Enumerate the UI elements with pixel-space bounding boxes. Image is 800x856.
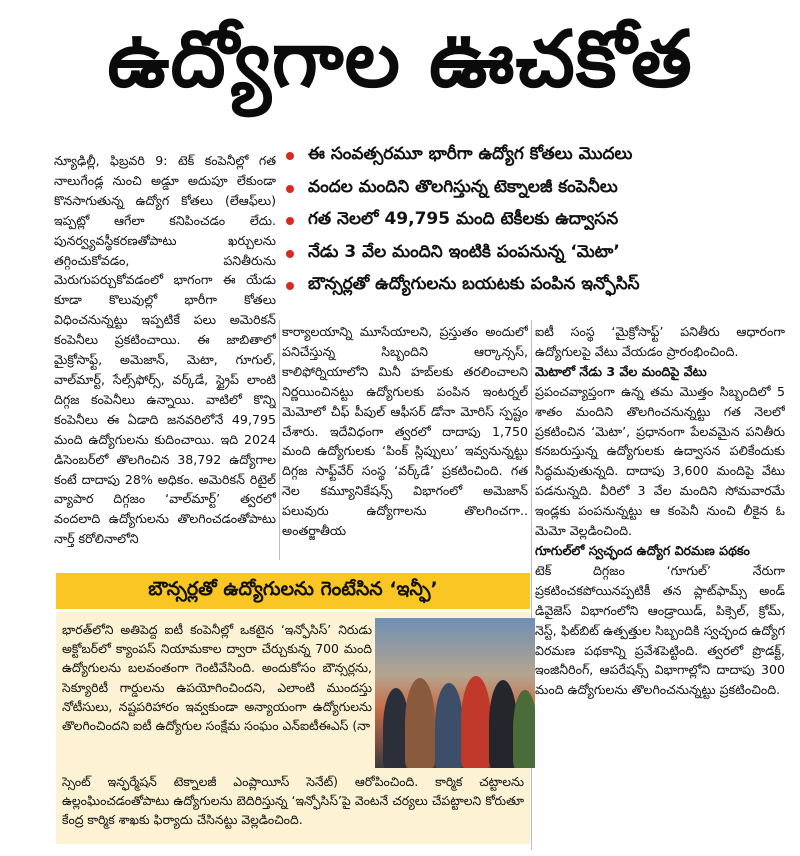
key-point-text: ఈ సంవత్సరమూ భారీగా ఉద్యోగ కోతలు మొదలు [308,144,633,165]
headline: ఉద్యోగాల ఊచకోత [107,14,693,105]
subheading-google: గూగుల్‌లో స్వచ్ఛంద ఉద్యోగ విరమణ పథకం [535,542,750,558]
person-figure [461,676,491,768]
article-text: ప్రపంచవ్యాప్తంగా ఉన్న తమ మొత్తం సిబ్బందిలో 5 శాతం మందిని తొలగించనున్నట్టు గత నెలలో ప్రకటించిన ‘మెటా’, ప్రధానంగా పేలవమైన పనితీరు కనబరుస్తున్న ఉద్యోగులకు ఉద్వాసన పలికేందుకు సిద్ధమవుతున్నది. దాదాపు 3,600 మందిపై వేటు పడనున్నది. వీరిలో 3 వేల మందిని సోమవారమే ఇండ్లకు పంపనున్నట్టు ఆ కంపెనీ నుంచి లీకైన ఓ మెమో వెల్లడించింది. [535,383,785,539]
infosys-box-title: బౌన్సర్లతో ఉద్యోగులను గెంటేసిన ‘ఇన్ఫీ’ [56,573,530,609]
article-column-2 [282,322,528,562]
key-point-text: నేడు 3 వేల మందిని ఇంటికి పంపనున్న ‘మెటా’ [308,241,620,262]
key-point-text: వందల మందిని తొలగిస్తున్న టెక్నాలజీ కంపెనీలు [308,176,618,197]
subheading-meta: మెటాలో నేడు 3 వేల మందిపై వేటు [535,363,707,379]
key-point [282,173,792,206]
article-column-3 [535,322,785,854]
bullet-dot-icon [286,185,294,193]
person-figure [513,690,535,768]
key-point-text: బౌన్సర్లతో ఉద్యోగులను బయటకు పంపిన ఇన్ఫోసిస్ [308,274,640,295]
key-point [282,270,792,303]
infosys-box-text-top [62,620,372,770]
key-point-text: గత నెలలో 49,795 మంది టెకీలకు ఉద్వాసన [308,209,619,230]
bullet-dot-icon [286,217,294,225]
key-points-list [282,140,792,303]
article-column-1 [54,151,276,561]
article-text: కార్యాలయాన్ని మూసేయాలని, ప్రస్తుతం అందులో పనిచేస్తున్న సిబ్బందిని ఆర్కాన్సస్, కాలిఫోర్నియాలోని మినీ హబ్‌లకు తరలించాలని నిర్ణయించినట్టు ఉద్యోగులకు పంపిన ఇంటర్నల్ మెమోలో చీఫ్ పీపుల్ ఆఫీసర్ డోనా మోరిస్ స్పష్టం చేశారు. ఇదేవిధంగా త్వరలో దాదాపు 1,750 మంది ఉద్యోగులకు ‘పింక్ స్లిప్పులు’ ఇవ్వనున్నట్టు దిగ్గజ సాఫ్ట్‌వేర్ సంస్థ ‘వర్క్‌డే’ ప్రకటించింది. గత నెల కమ్యూనికేషన్స్ విభాగంలో అమెజాన్ పలువురు ఉద్యోగాలను తొలగించగా.. అంతర్జాతీయ [282,324,528,539]
bullet-dot-icon [286,282,294,290]
bullet-dot-icon [286,152,294,160]
infosys-box-text-bottom [62,772,524,844]
person-figure [405,678,435,768]
key-point [282,205,792,238]
article-text: టెక్ దిగ్గజం ‘గూగుల్’ నేరుగా ప్రకటించకపోయినప్పటికీ తన ప్లాట్‌ఫామ్స్ అండ్ డివైజెస్ విభాగంలోని ఆండ్రాయిడ్, పిక్సెల్, క్రోమ్, నెస్ట్, ఫిట్‌బిట్ ఉత్పత్తుల సిబ్బందికి స్వచ్ఛంద ఉద్యోగ విరమణ పథకాన్ని ప్రవేశపెట్టింది. త్వరలో ప్రొడక్ట్, ఇంజినీరింగ్, ఆపరేషన్స్ విభాగాల్లోని దాదాపు 300 మంది ఉద్యోగులను తొలగించనున్నట్టు ప్రకటించింది. [535,562,785,698]
employees-crowd-photo [375,618,535,768]
key-point [282,140,792,173]
article-text: న్యూఢిల్లీ, ఫిబ్రవరి 9: టెక్ కంపెనీల్లో గత నాలుగేండ్ల నుంచి అడ్డూ అదుపూ లేకుండా కొనసాగుతున్న ఉద్యోగ కోతలు (లేఆఫ్‌లు) ఇప్పట్లో ఆగేలా కనిపించడం లేదు. పునర్వ్యవస్థీకరణతోపాటు ఖర్చులను తగ్గించుకోవడం, పనితీరును మెరుగుపర్చుకోవడంలో భాగంగా ఈ యేడు కూడా కొలువుల్లో భారీగా కోతలు విధించనున్నట్టు ఇప్పటికే పలు అమెరికన్ కంపెనీలు ప్రకటించాయి. ఈ జాబితాలో మైక్రోసాఫ్ట్, అమెజాన్, మెటా, గూగుల్, వాల్‌మార్ట్, సేల్స్‌ఫోర్స్, వర్క్‌డే, స్ట్రైప్ లాంటి దిగ్గజ కంపెనీలు ఉన్నాయి. వాటిలో కొన్ని కంపెనీలు ఈ ఏడాది జనవరిలోనే 49,795 మంది ఉద్యోగులను కుదించాయి. ఇది 2024 డిసెంబర్‌లో తొలగించిన 38,792 ఉద్యోగాల కంటే దాదాపు 28% అధికం. అమెరికన్ రిటైల్ వ్యాపార దిగ్గజం ‘వాల్‌మార్ట్’ త్వరలో వందలాది ఉద్యోగులను తొలగించడంతోపాటు నార్త్ కరోలినాలోని [54,153,276,547]
key-point [282,238,792,271]
column-divider [531,320,532,850]
column-divider [279,320,280,560]
person-figure [435,683,463,768]
article-text: స్సెంట్ ఇన్ఫర్మేషన్ టెక్నాలజీ ఎంప్లాయీస్ సెనేట్) ఆరోపించింది. కార్మిక చట్టాలను ఉల్లంఘించడంతోపాటు ఉద్యోగులను బెదిరిస్తున్న ‘ఇన్ఫోసిస్’పై వెంటనే చర్యలు చేపట్టాలని కోరుతూ కేంద్ర కార్మిక శాఖకు ఫిర్యాదు చేసినట్టు వెల్లడించింది. [62,774,524,828]
article-text: ఐటీ సంస్థ ‘మైక్రోసాఫ్ట్’ పనితీరు ఆధారంగా ఉద్యోగులపై వేటు వేయడం ప్రారంభించింది. [535,324,785,359]
article-text: భారత్‌లోని అతిపెద్ద ఐటీ కంపెనీల్లో ఒకటైన ‘ఇన్ఫోసిస్’ నిరుడు అక్టోబర్‌లో క్యాంపస్ నియామకాల ద్వారా చేర్చుకున్న 700 మంది ఉద్యోగులను బలవంతంగా గెంటివేసింది. అందుకోసం బౌన్సర్లను, సెక్యూరిటీ గార్డులను ఉపయోగించిందని, ఎలాంటి ముందస్తు నోటీసులు, నష్టపరిహారం ఇవ్వకుండా అన్యాయంగా ఉద్యోగులను తొలగించిందని ఐటీ ఉద్యోగుల సంక్షేమ సంఘం ఎన్‌ఐటీఈఎస్ (నా [62,622,372,734]
bullet-dot-icon [286,250,294,258]
